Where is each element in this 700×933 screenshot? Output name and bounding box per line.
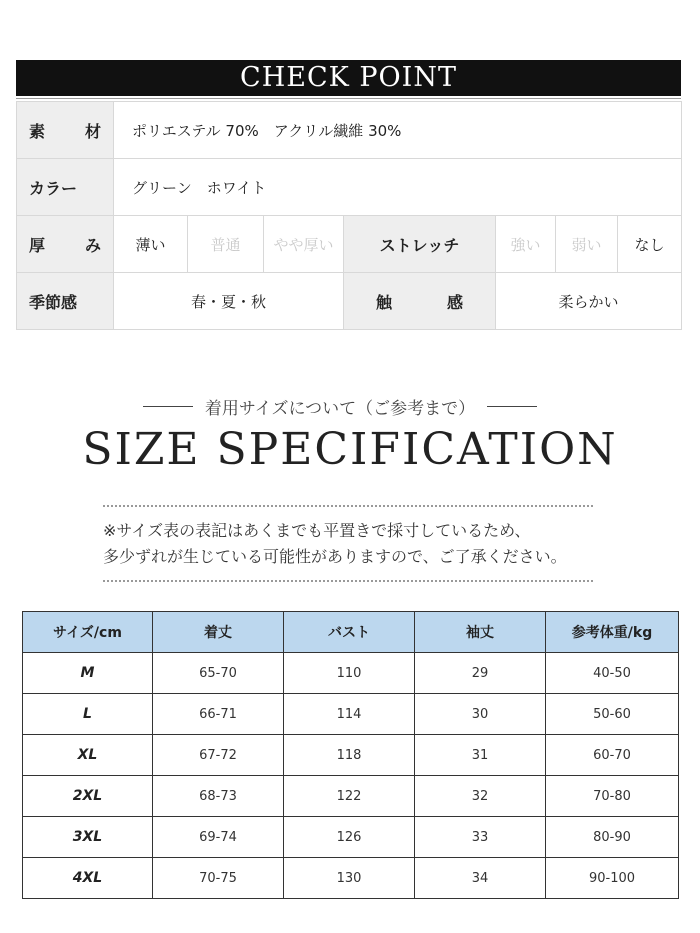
table-cell: 110 [284,653,415,694]
divider [487,406,537,407]
table-cell: 40-50 [546,653,679,694]
table-cell: 30 [415,694,546,735]
color-label: カラー [17,159,114,216]
table-cell: 67-72 [153,735,284,776]
season-label: 季節感 [17,273,114,330]
table-cell: 33 [415,817,546,858]
material-label: 素 材 [17,102,114,159]
table-cell: 70-75 [153,858,284,899]
dotted-divider [103,580,593,582]
touch-label: 触 感 [344,273,496,330]
column-header: 着丈 [153,612,284,653]
size-table [22,611,679,899]
size-table-header [23,612,679,653]
table-cell: 90-100 [546,858,679,899]
column-header: バスト [284,612,415,653]
table-cell: 130 [284,858,415,899]
thickness-label: 厚 み [17,216,114,273]
column-header: 袖丈 [415,612,546,653]
table-cell: 34 [415,858,546,899]
table-cell: 80-90 [546,817,679,858]
table-cell: 31 [415,735,546,776]
size-cell: XL [23,735,153,776]
material-row [17,102,682,159]
thickness-option: やや厚い [264,216,344,273]
table-row [23,858,679,899]
table-cell: 118 [284,735,415,776]
touch-value: 柔らかい [496,273,682,330]
thickness-option: 薄い [114,216,188,273]
table-cell: 50-60 [546,694,679,735]
size-subheading-text: 着用サイズについて（ご参考まで） [204,398,476,419]
column-header: サイズ/cm [23,612,153,653]
size-cell: 2XL [23,776,153,817]
check-point-table [16,101,682,330]
table-cell: 65-70 [153,653,284,694]
stretch-option: 弱い [556,216,618,273]
table-cell: 70-80 [546,776,679,817]
thickness-option: 普通 [188,216,264,273]
size-subheading [110,393,570,419]
dotted-divider [103,505,593,507]
size-note [103,518,623,570]
table-cell: 69-74 [153,817,284,858]
size-specification-title: SIZE SPECIFICATION [82,424,618,475]
table-row [23,817,679,858]
size-note-line: ※サイズ表の表記はあくまでも平置きで採寸しているため、 [103,521,531,540]
table-cell: 32 [415,776,546,817]
stretch-option: なし [618,216,682,273]
table-cell: 60-70 [546,735,679,776]
size-cell: 3XL [23,817,153,858]
table-cell: 126 [284,817,415,858]
table-cell: 66-71 [153,694,284,735]
divider [16,98,681,99]
table-row [23,735,679,776]
table-cell: 114 [284,694,415,735]
season-value: 春・夏・秋 [114,273,344,330]
divider [143,406,193,407]
size-note-line: 多少ずれが生じている可能性がありますので、ご了承ください。 [103,547,567,566]
material-value: ポリエステル 70% アクリル繊維 30% [114,102,682,159]
column-header: 参考体重/kg [546,612,679,653]
table-row [23,776,679,817]
table-cell: 122 [284,776,415,817]
size-cell: 4XL [23,858,153,899]
thickness-stretch-row [17,216,682,273]
color-value: グリーン ホワイト [114,159,682,216]
size-cell: L [23,694,153,735]
season-touch-row [17,273,682,330]
size-cell: M [23,653,153,694]
table-row [23,694,679,735]
check-point-title: CHECK POINT [16,60,681,96]
color-row [17,159,682,216]
stretch-label: ストレッチ [344,216,496,273]
table-row [23,653,679,694]
table-cell: 68-73 [153,776,284,817]
stretch-option: 強い [496,216,556,273]
table-cell: 29 [415,653,546,694]
